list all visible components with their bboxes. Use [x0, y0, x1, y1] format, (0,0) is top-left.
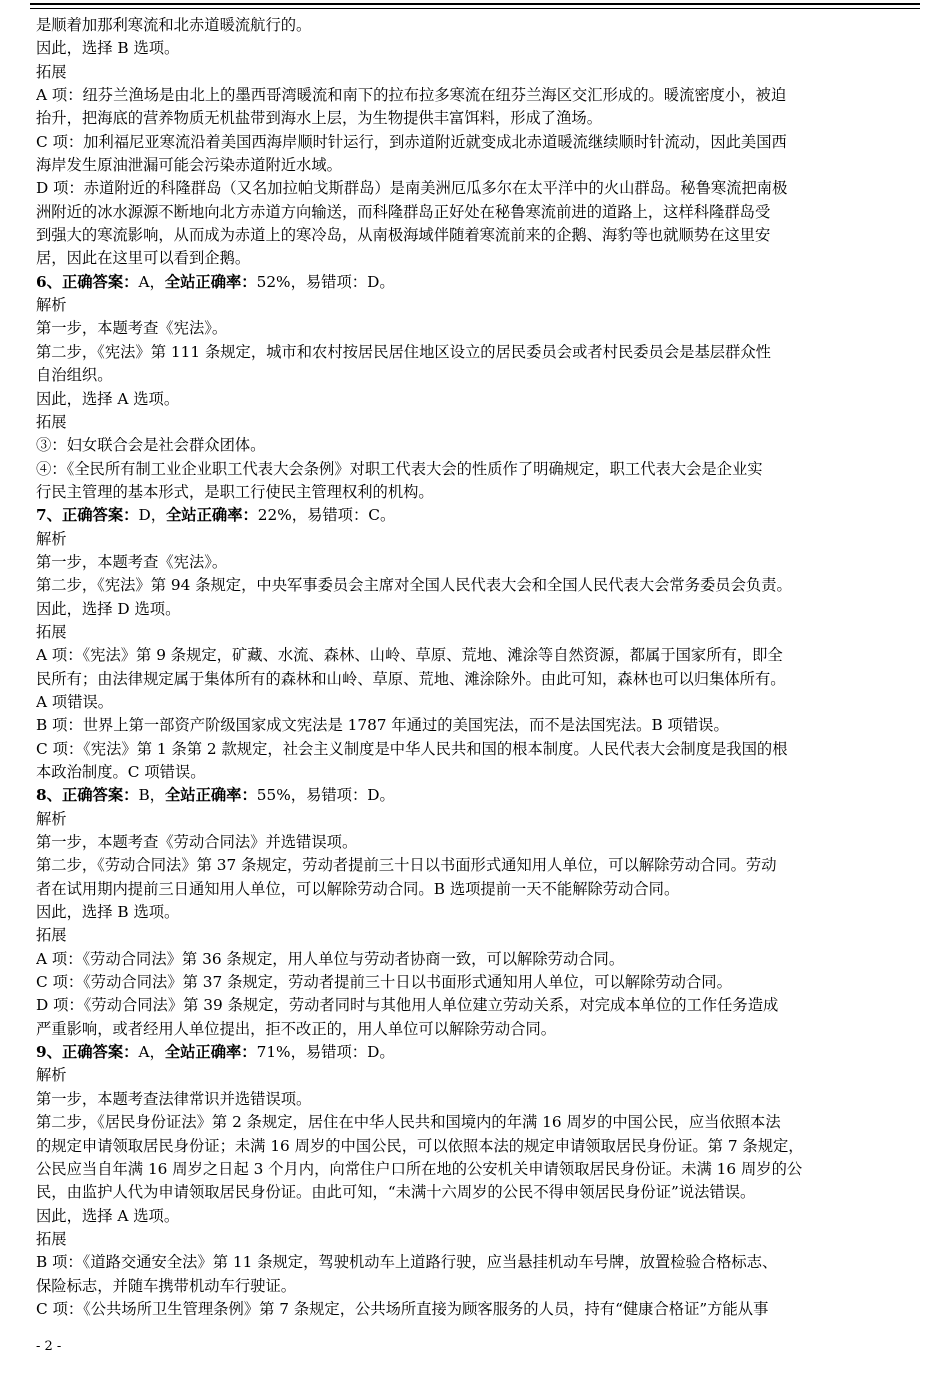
text-line: D 项：《劳动合同法》第 39 条规定，劳动者同时与其他用人单位建立劳动关系，对完成本单位的工作任务造成	[36, 996, 779, 1015]
answer-value: D，	[138, 506, 166, 525]
text-line: C 项：《宪法》第 1 条第 2 款规定，社会主义制度是中华人民共和国的根本制度。人民代表大会制度是我国的根	[36, 739, 788, 758]
answer-label: 9、正确答案：	[36, 1043, 139, 1062]
text-line: 的规定申请领取居民身份证；未满 16 周岁的中国公民，可以依照本法的规定申请领取居民身份证。第 7 条规定，	[36, 1136, 804, 1155]
text-line: 拓展	[36, 622, 67, 641]
text-line: B 项：世界上第一部资产阶级国家成文宪法是 1787 年通过的美国宪法，而不是法国宪法。B 项错误。	[36, 716, 729, 735]
accuracy-label: 全站正确率：	[164, 1043, 257, 1062]
header-rule-thin	[30, 8, 920, 9]
text-line: 抬升，把海底的营养物质无机盐带到海水上层，为生物提供丰富饵料，形成了渔场。	[36, 109, 602, 128]
text-line: 严重影响，或者经用人单位提出，拒不改正的，用人单位可以解除劳动合同。	[36, 1019, 557, 1038]
text-line: 民所有；由法律规定属于集体所有的森林和山岭、草原、荒地、滩涂除外。由此可知，森林也可以归集体所有。	[36, 669, 786, 688]
accuracy-label: 全站正确率：	[164, 786, 257, 805]
accuracy-label: 全站正确率：	[166, 506, 258, 525]
text-line: 拓展	[36, 412, 67, 431]
answer-label: 7、正确答案：	[36, 506, 139, 525]
text-line: 公民应当自年满 16 周岁之日起 3 个月内，向常住户口所在地的公安机关申请领取居民身份证。未满 16 周岁的公	[36, 1159, 803, 1178]
answer-heading	[36, 504, 914, 527]
text-line: 第二步，《居民身份证法》第 2 条规定，居住在中华人民共和国境内的年满 16 周岁的中国公民，应当依照本法	[36, 1113, 781, 1132]
answer-value: A，	[138, 272, 165, 291]
accuracy-value: 52%，易错项：D。	[256, 272, 395, 291]
answer-value: B，	[138, 786, 165, 805]
text-line: B 项：《道路交通安全法》第 11 条规定，驾驶机动车上道路行驶，应当悬挂机动车号牌，放置检验合格标志、	[36, 1253, 778, 1272]
text-line: A 项：纽芬兰渔场是由北上的墨西哥湾暖流和南下的拉布拉多寒流在纽芬兰海区交汇形成的。暖流密度小，被迫	[36, 86, 787, 105]
text-line: 拓展	[36, 1229, 67, 1248]
answer-value: A，	[138, 1043, 165, 1062]
answer-heading	[36, 271, 914, 294]
text-line: ④：《全民所有制工业企业职工代表大会条例》对职工代表大会的性质作了明确规定，职工代表大会是企业实	[36, 459, 763, 478]
accuracy-value: 22%，易错项：C。	[257, 506, 396, 525]
text-line: A 项错误。	[36, 692, 114, 711]
text-line: 第二步，《宪法》第 94 条规定，中央军事委员会主席对全国人民代表大会和全国人民代表大会常务委员会负责。	[36, 576, 792, 595]
text-line: 拓展	[36, 62, 67, 81]
text-line: 第一步，本题考查法律常识并选错误项。	[36, 1089, 312, 1108]
text-line: ③：妇女联合会是社会群众团体。	[36, 436, 266, 455]
text-line: 居，因此在这里可以看到企鹅。	[36, 249, 251, 268]
text-line: 拓展	[36, 926, 67, 945]
answer-label: 8、正确答案：	[36, 786, 139, 805]
text-line: 本政治制度。C 项错误。	[36, 763, 206, 781]
text-line: 因此，选择 B 选项。	[36, 39, 180, 58]
text-line: 解析	[36, 1066, 67, 1085]
text-line: 解析	[36, 809, 67, 828]
text-line: 第一步，本题考查《宪法》。	[36, 552, 228, 571]
text-line: A 项：《宪法》第 9 条规定，矿藏、水流、森林、山岭、草原、荒地、滩涂等自然资源，都属于国家所有，即全	[36, 646, 783, 665]
answer-heading	[36, 1041, 914, 1064]
text-line: 解析	[36, 296, 67, 315]
text-line: 第一步，本题考查《劳动合同法》并选错误项。	[36, 833, 358, 852]
text-line: 因此，选择 A 选项。	[36, 1206, 180, 1225]
text-line: 因此，选择 B 选项。	[36, 903, 180, 922]
text-line: 到强大的寒流影响，从而成为赤道上的寒冷岛，从南极海域伴随着寒流前来的企鹅、海豹等也就顺势在这里安	[36, 226, 771, 245]
accuracy-value: 71%，易错项：D。	[256, 1043, 395, 1062]
text-line: 海岸发生原油泄漏可能会污染赤道附近水域。	[36, 156, 342, 175]
text-line: A 项：《劳动合同法》第 36 条规定，用人单位与劳动者协商一致，可以解除劳动合同。	[36, 949, 625, 968]
text-line: C 项：加利福尼亚寒流沿着美国西海岸顺时针运行，到赤道附近就变成北赤道暖流继续顺时针流动，因此美国西	[36, 132, 787, 151]
text-line: 解析	[36, 529, 67, 548]
text-line: C 项：《公共场所卫生管理条例》第 7 条规定，公共场所直接为顾客服务的人员，持有“健康合格证”方能从事	[36, 1299, 769, 1318]
accuracy-label: 全站正确率：	[164, 272, 257, 291]
text-line: 自治组织。	[36, 366, 113, 385]
text-line: 行民主管理的基本形式，是职工行使民主管理权利的机构。	[36, 482, 434, 501]
text-line: 因此，选择 A 选项。	[36, 389, 180, 408]
text-line: 因此，选择 D 选项。	[36, 599, 181, 618]
text-line: 者在试用期内提前三日通知用人单位，可以解除劳动合同。B 选项提前一天不能解除劳动合同。	[36, 879, 680, 898]
text-line: D 项：赤道附近的科隆群岛（又名加拉帕戈斯群岛）是南美洲厄瓜多尔在太平洋中的火山群岛。秘鲁寒流把南极	[36, 179, 788, 198]
answer-label: 6、正确答案：	[36, 272, 139, 291]
text-line: 第二步，《劳动合同法》第 37 条规定，劳动者提前三十日以书面形式通知用人单位，可以解除劳动合同。劳动	[36, 856, 777, 875]
text-line: 是顺着加那利寒流和北赤道暖流航行的。	[36, 16, 312, 34]
answer-heading	[36, 784, 914, 807]
text-line: 第一步，本题考查《宪法》。	[36, 319, 228, 338]
page-number: - 2 -	[36, 1339, 62, 1354]
text-line: C 项：《劳动合同法》第 37 条规定，劳动者提前三十日以书面形式通知用人单位，可以解除劳动合同。	[36, 973, 732, 992]
text-line: 保险标志，并随车携带机动车行驶证。	[36, 1276, 297, 1295]
document-body	[36, 14, 914, 1321]
text-line: 洲附近的冰水源源不断地向北方赤道方向输送，而科隆群岛正好处在秘鲁寒流前进的道路上，这样科隆群岛受	[36, 202, 771, 221]
accuracy-value: 55%，易错项：D。	[256, 786, 395, 805]
header-rule	[30, 3, 920, 5]
text-line: 民，由监护人代为申请领取居民身份证。由此可知，“未满十六周岁的公民不得申领居民身份证”说法错误。	[36, 1183, 756, 1202]
text-line: 第二步，《宪法》第 111 条规定，城市和农村按居民居住地区设立的居民委员会或者村民委员会是基层群众性	[36, 342, 771, 361]
